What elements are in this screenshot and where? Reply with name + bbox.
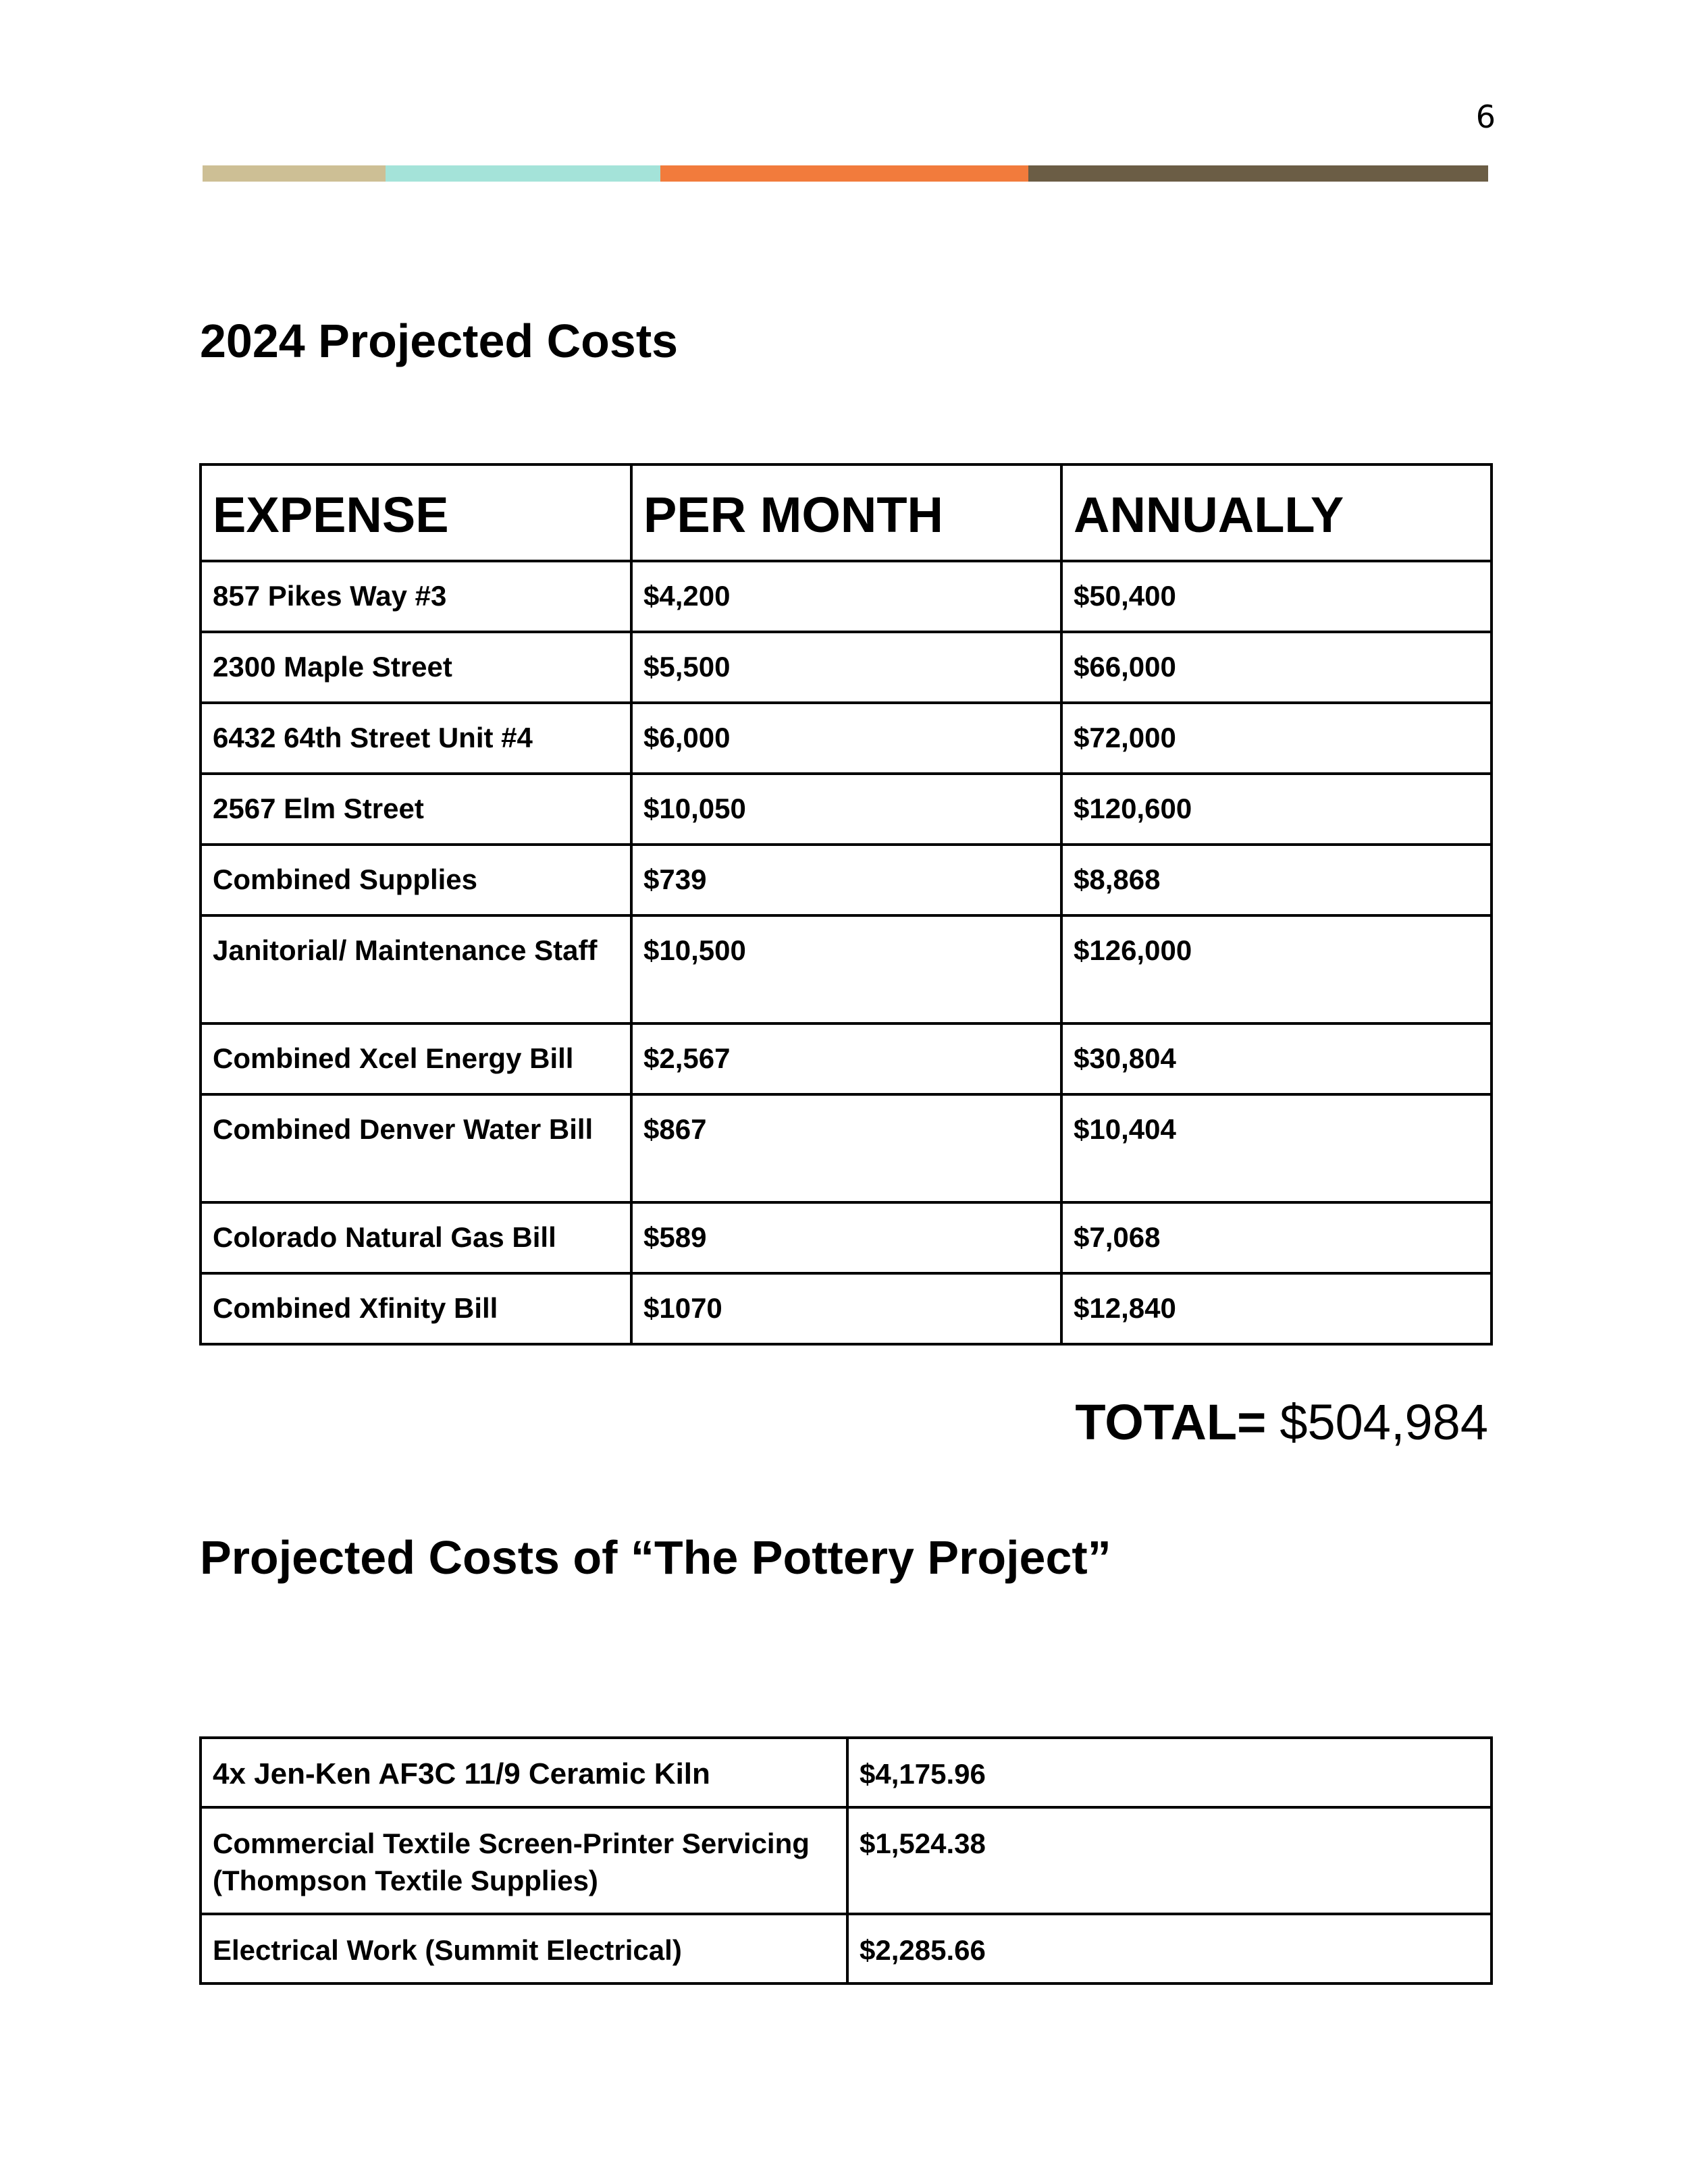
expense-cell: 2567 Elm Street	[201, 774, 631, 845]
projected-costs-table	[199, 463, 1493, 1346]
section-title-pottery-project: Projected Costs of “The Pottery Project”	[200, 1531, 1111, 1584]
table-row	[201, 1094, 1492, 1202]
section-title-projected-costs: 2024 Projected Costs	[200, 315, 679, 367]
item-cell: Commercial Textile Screen-Printer Servicing (Thompson Textile Supplies)	[201, 1807, 847, 1914]
annually-cell: $7,068	[1061, 1202, 1492, 1273]
table-row	[201, 915, 1492, 1023]
annually-cell: $72,000	[1061, 703, 1492, 774]
per-month-cell: $589	[631, 1202, 1061, 1273]
table-header-row	[201, 464, 1492, 561]
per-month-cell: $10,500	[631, 915, 1061, 1023]
annually-cell: $30,804	[1061, 1023, 1492, 1094]
column-header-expense: EXPENSE	[201, 464, 631, 561]
expense-cell: 2300 Maple Street	[201, 632, 631, 703]
total-label: TOTAL=	[1075, 1394, 1267, 1450]
annually-cell: $126,000	[1061, 915, 1492, 1023]
table-row	[201, 774, 1492, 845]
expense-cell: Combined Xcel Energy Bill	[201, 1023, 631, 1094]
column-header-per-month: PER MONTH	[631, 464, 1061, 561]
per-month-cell: $4,200	[631, 561, 1061, 632]
color-bar-segment	[386, 165, 660, 182]
color-bar-segment	[660, 165, 1028, 182]
table-row	[201, 1807, 1492, 1914]
total-value: $504,984	[1280, 1394, 1488, 1450]
expense-cell: Combined Denver Water Bill	[201, 1094, 631, 1202]
total-line	[1075, 1394, 1488, 1450]
per-month-cell: $1070	[631, 1273, 1061, 1344]
annually-cell: $10,404	[1061, 1094, 1492, 1202]
per-month-cell: $6,000	[631, 703, 1061, 774]
per-month-cell: $739	[631, 845, 1061, 915]
table-row	[201, 1273, 1492, 1344]
per-month-cell: $867	[631, 1094, 1061, 1202]
color-bar-segment	[1028, 165, 1488, 182]
header-color-bar	[203, 165, 1488, 182]
cost-cell: $4,175.96	[847, 1738, 1492, 1807]
color-bar-segment	[203, 165, 386, 182]
expense-cell: 857 Pikes Way #3	[201, 561, 631, 632]
cost-cell: $1,524.38	[847, 1807, 1492, 1914]
pottery-costs-table	[199, 1736, 1493, 1985]
column-header-annually: ANNUALLY	[1061, 464, 1492, 561]
per-month-cell: $5,500	[631, 632, 1061, 703]
expense-cell: Janitorial/ Maintenance Staff	[201, 915, 631, 1023]
expense-cell: Combined Supplies	[201, 845, 631, 915]
annually-cell: $12,840	[1061, 1273, 1492, 1344]
annually-cell: $8,868	[1061, 845, 1492, 915]
table-row	[201, 1914, 1492, 1983]
item-cell: Electrical Work (Summit Electrical)	[201, 1914, 847, 1983]
annually-cell: $120,600	[1061, 774, 1492, 845]
table-row	[201, 1023, 1492, 1094]
table-row	[201, 703, 1492, 774]
cost-cell: $2,285.66	[847, 1914, 1492, 1983]
table-row	[201, 1202, 1492, 1273]
expense-cell: 6432 64th Street Unit #4	[201, 703, 631, 774]
expense-cell: Combined Xfinity Bill	[201, 1273, 631, 1344]
table-row	[201, 845, 1492, 915]
per-month-cell: $2,567	[631, 1023, 1061, 1094]
expense-cell: Colorado Natural Gas Bill	[201, 1202, 631, 1273]
table-row	[201, 1738, 1492, 1807]
page-number: 6	[1475, 99, 1496, 135]
annually-cell: $50,400	[1061, 561, 1492, 632]
annually-cell: $66,000	[1061, 632, 1492, 703]
per-month-cell: $10,050	[631, 774, 1061, 845]
table-row	[201, 632, 1492, 703]
table-row	[201, 561, 1492, 632]
item-cell: 4x Jen-Ken AF3C 11/9 Ceramic Kiln	[201, 1738, 847, 1807]
